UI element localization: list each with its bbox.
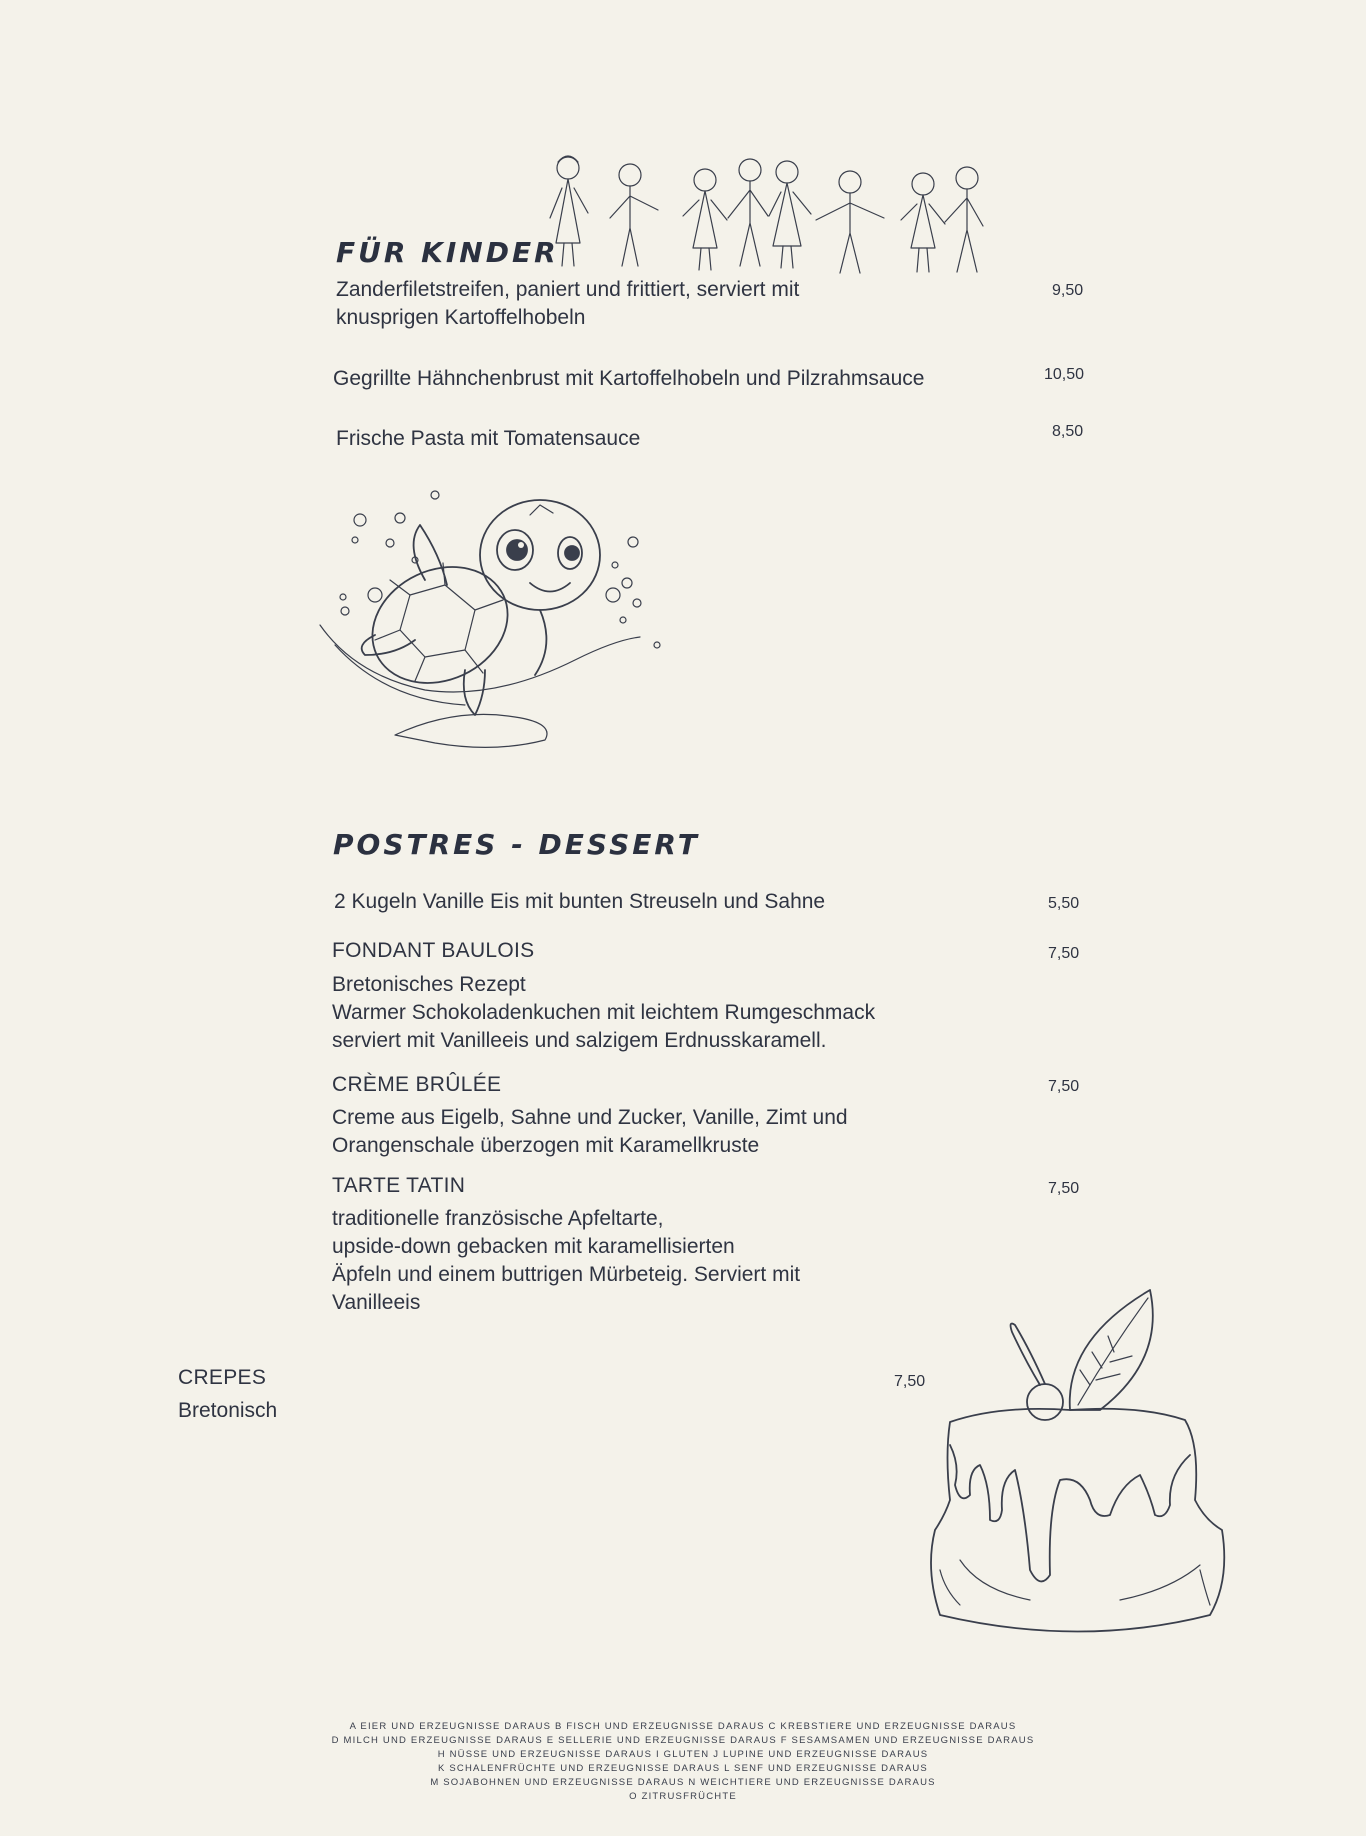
- dessert-item-3-desc: Creme aus Eigelb, Sahne und Zucker, Vanille, Zimt und Orangenschale überzogen mit Karamellkruste: [332, 1106, 848, 1157]
- dessert-item-4-title: TARTE TATIN: [332, 1174, 466, 1197]
- dessert-item-3-price: 7,50: [1048, 1078, 1080, 1095]
- dessert-item-4-price: 7,50: [1048, 1180, 1080, 1197]
- dessert-heading: POSTRES - DESSERT: [333, 828, 700, 861]
- dessert-item-2-price: 7,50: [1048, 945, 1080, 962]
- dessert-item-3-title: CRÈME BRÛLÉE: [332, 1073, 502, 1096]
- kids-item-3-desc: Frische Pasta mit Tomatensauce: [336, 427, 641, 450]
- dessert-item-1-desc: 2 Kugeln Vanille Eis mit bunten Streuseln und Sahne: [334, 890, 826, 913]
- kids-item-1-desc: Zanderfiletstreifen, paniert und frittiert, serviert mit knusprigen Kartoffelhobeln: [336, 278, 800, 329]
- dessert-item-5-desc: Bretonisch: [178, 1399, 278, 1422]
- kids-heading: FÜR KINDER: [336, 236, 559, 269]
- kids-item-2-desc: Gegrillte Hähnchenbrust mit Kartoffelhobeln und Pilzrahmsauce: [333, 367, 925, 390]
- kids-item-1-price: 9,50: [1052, 282, 1084, 299]
- kids-item-2-price: 10,50: [1044, 366, 1085, 383]
- dessert-item-4-desc: traditionelle französische Apfeltarte, upside-down gebacken mit karamellisierten Äpfeln und einem buttrigen Mürbeteig. Serviert mit Vanilleeis: [332, 1207, 801, 1314]
- allergen-legend: A EIER UND ERZEUGNISSE DARAUS B FISCH UND ERZEUGNISSE DARAUS C KREBSTIERE UND ERZEUGNISSE DARAUS D MILCH UND ERZEUGNISSE DARAUS E SELLERIE UND ERZEUGNISSE DARAUS F SESAMSAMEN UND ERZEUGNISSE DARAUS H NÜSSE UND ERZEUGNISSE DARAUS I GLUTEN J LUPINE UND ERZEUGNISSE DARAUS K SCHALENFRÜCHTE UND ERZEUGNISSE DARAUS L SENF UND ERZEUGNISSE DARAUS M SOJABOHNEN UND ERZEUGNISSE DARAUS N WEICHTIERE UND ERZEUGNISSE DARAUS O ZITRUSFRÜCHTE: [331, 1721, 1035, 1802]
- turtle-illustration-icon: [315, 485, 665, 755]
- children-holding-hands-icon: [545, 148, 995, 278]
- dessert-item-2-desc: Bretonisches Rezept Warmer Schokoladenkuchen mit leichtem Rumgeschmack serviert mit Vanilleeis und salzigem Erdnusskaramell.: [332, 973, 876, 1052]
- kids-item-3-price: 8,50: [1052, 423, 1084, 440]
- dessert-item-5-title: CREPES: [178, 1366, 267, 1389]
- cake-with-cherry-icon: [920, 1270, 1230, 1650]
- dessert-item-5-price: 7,50: [894, 1373, 926, 1390]
- dessert-item-2-title: FONDANT BAULOIS: [332, 939, 535, 962]
- dessert-item-1-price: 5,50: [1048, 895, 1080, 912]
